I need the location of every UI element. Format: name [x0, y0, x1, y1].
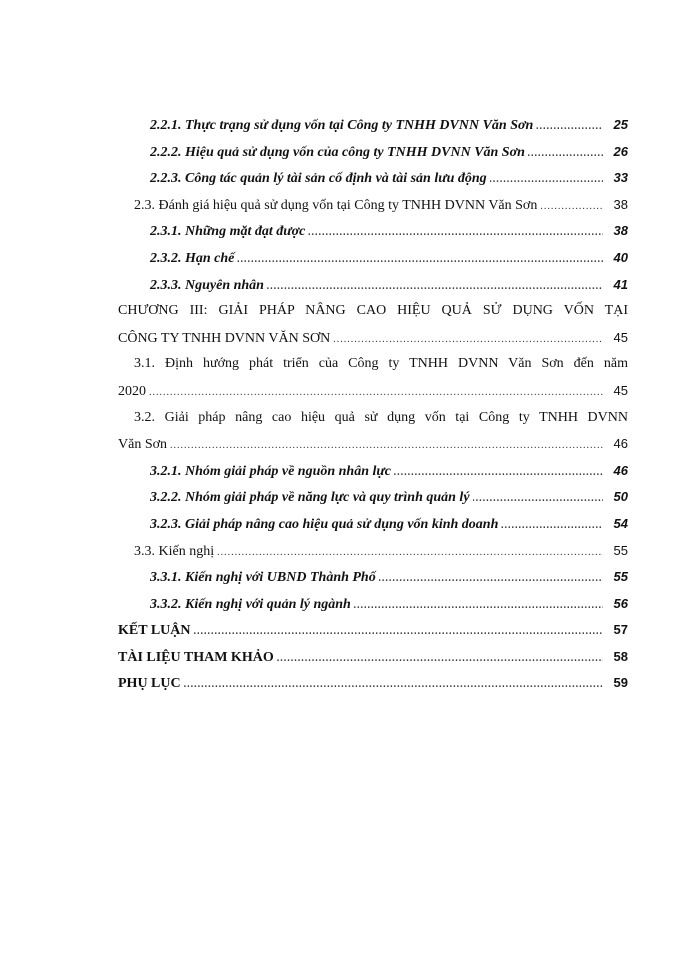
dot-leader: [267, 274, 603, 301]
toc-entry-title-line2: CÔNG TY TNHH DVNN VĂN SƠN: [118, 330, 331, 346]
toc-entry-title: 3.3.1. Kiến nghị với UBND Thành Phố: [150, 570, 376, 586]
dot-leader: [490, 167, 603, 194]
toc-page-number: 38: [613, 196, 628, 212]
toc-entry-3-3-2[interactable]: [118, 591, 628, 618]
toc-entry-title: 2.2.1. Thực trạng sử dụng vốn tại Công ty TNHH DVNN Văn Sơn: [150, 118, 534, 133]
toc-entry-phu-luc[interactable]: [118, 670, 628, 697]
toc-page-number: 50: [613, 489, 628, 505]
toc-entry-3-3-1[interactable]: [118, 564, 628, 591]
dot-leader: [277, 646, 603, 673]
toc-entry-2-3[interactable]: [118, 192, 628, 219]
toc-entry-2-3-2[interactable]: [118, 245, 628, 272]
toc-entry-title: 3.3.2. Kiến nghị với quản lý ngành: [150, 596, 351, 612]
dot-leader: [394, 460, 603, 487]
toc-entry-title-line1: 3.1. Định hướng phát triển của Công ty TNHH DVNN Văn Sơn đến năm: [134, 356, 628, 372]
toc-page-number: 54: [613, 515, 628, 531]
dot-leader: [333, 327, 603, 354]
dot-leader: [170, 433, 603, 460]
dot-leader: [149, 380, 603, 407]
toc-page-number: 38: [613, 223, 628, 239]
toc-page-number: 46: [613, 462, 628, 478]
toc-entry-title: KẾT LUẬN: [118, 623, 191, 639]
dot-leader: [237, 247, 603, 274]
toc-entry-title-line2-row: [118, 378, 628, 405]
toc-page-number: 45: [613, 382, 628, 398]
toc-entry-title: PHỤ LỤC: [118, 676, 181, 692]
toc-entry-2-2-3[interactable]: [118, 165, 628, 192]
toc-entry-title-line1: CHƯƠNG III: GIẢI PHÁP NÂNG CAO HIỆU QUẢ SỬ DỤNG VỐN TẠI: [118, 303, 628, 319]
toc-page-number: 40: [613, 249, 628, 265]
toc-entry-title-line2-row: [118, 325, 628, 352]
toc-entry-title-line2: 2020: [118, 383, 146, 399]
toc-entry-2-2-1[interactable]: [118, 112, 628, 139]
toc-entry-tai-lieu-tham-khao[interactable]: [118, 644, 628, 671]
toc-entry-2-3-1[interactable]: [118, 218, 628, 245]
dot-leader: [193, 619, 603, 646]
toc-entry-title-line2: Văn Sơn: [118, 437, 168, 453]
toc-entry-title: 3.3. Kiến nghị: [134, 543, 215, 559]
toc-page-number: 33: [613, 170, 628, 186]
toc-entry-title-line2-row: [118, 431, 628, 458]
toc-page-number: 41: [613, 276, 628, 292]
toc-entry-title: 3.2.2. Nhóm giải pháp về năng lực và quy trình quản lý: [150, 490, 470, 506]
dot-leader: [473, 486, 603, 513]
toc-entry-title: 2.3.1. Những mặt đạt được: [150, 224, 306, 240]
toc-entry-title: TÀI LIỆU THAM KHẢO: [118, 649, 274, 665]
toc-entry-2-2-2[interactable]: [118, 139, 628, 166]
dot-leader: [379, 566, 603, 593]
toc-entry-3-2-3[interactable]: [118, 511, 628, 538]
toc-page-number: 58: [613, 648, 628, 664]
toc-entry-title: 2.3. Đánh giá hiệu quả sử dụng vốn tại Công ty TNHH DVNN Văn Sơn: [134, 197, 538, 213]
toc-page-number: 56: [613, 595, 628, 611]
toc-page-number: 45: [613, 329, 628, 345]
toc-entry-3-2[interactable]: [118, 405, 628, 458]
toc-entry-3-1[interactable]: [118, 351, 628, 404]
toc-page-number: 59: [613, 675, 628, 691]
toc-entry-title: 3.2.1. Nhóm giải pháp về nguồn nhân lực: [150, 463, 391, 479]
toc-entry-chapter-3[interactable]: [118, 298, 628, 351]
toc-entry-title: 2.2.3. Công tác quản lý tài sản cố định và tài sản lưu động: [150, 171, 487, 187]
toc-page-number: 57: [613, 622, 628, 638]
dot-leader: [536, 114, 603, 141]
toc-entry-title: 2.2.2. Hiệu quả sử dụng vốn của công ty TNHH DVNN Văn Sơn: [150, 144, 525, 160]
dot-leader: [217, 540, 603, 567]
toc-page-number: 55: [613, 542, 628, 558]
toc-entry-3-2-1[interactable]: [118, 458, 628, 485]
table-of-contents: [118, 112, 628, 697]
dot-leader: [184, 672, 603, 699]
toc-entry-2-3-3[interactable]: [118, 272, 628, 299]
toc-page-number: 55: [613, 569, 628, 585]
toc-entry-3-2-2[interactable]: [118, 484, 628, 511]
toc-entry-title-line1: 3.2. Giải pháp nâng cao hiệu quả sử dụng vốn tại Công ty TNHH DVNN: [134, 409, 628, 425]
toc-entry-ket-luan[interactable]: [118, 617, 628, 644]
dot-leader: [308, 220, 603, 247]
toc-entry-title: 3.2.3. Giải pháp nâng cao hiệu quả sử dụng vốn kinh doanh: [150, 516, 499, 532]
toc-entry-title: 2.3.3. Nguyên nhân: [150, 277, 264, 293]
toc-page-number: 46: [613, 436, 628, 452]
dot-leader: [540, 194, 603, 221]
toc-page-number: 26: [613, 143, 628, 159]
dot-leader: [528, 141, 603, 168]
dot-leader: [354, 593, 603, 620]
toc-page-number: 25: [613, 117, 628, 132]
toc-entry-title: 2.3.2. Hạn chế: [150, 250, 235, 266]
toc-entry-3-3[interactable]: [118, 538, 628, 565]
dot-leader: [501, 513, 603, 540]
